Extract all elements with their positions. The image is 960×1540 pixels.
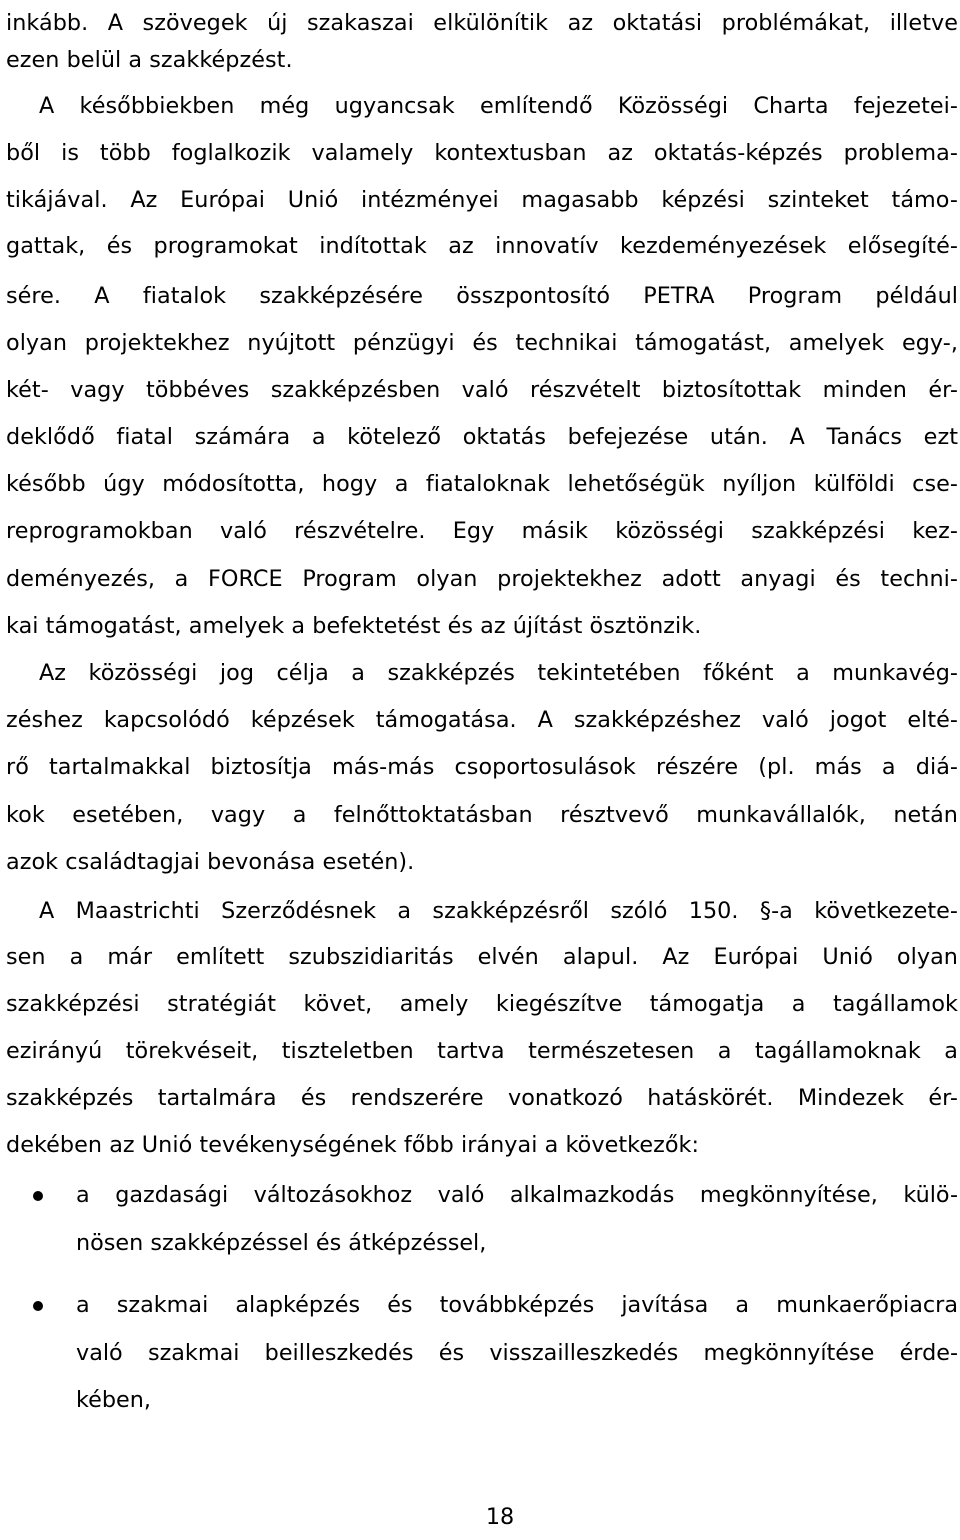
text-line: deklődő fiatal számára a kötelező oktatás befejezése után. A Tanács ezt [6,424,958,450]
text-line: gattak, és programokat indítottak az innovatív kezdeményezések elősegíté- [6,233,958,259]
bullet-line: a gazdasági változásokhoz való alkalmazkodás megkönnyítése, külö- [76,1182,958,1208]
text-line: szakképzési stratégiát követ, amely kiegészítve támogatja a tagállamok [6,991,958,1017]
text-line: zéshez kapcsolódó képzések támogatása. A szakképzéshez való jogot elté- [6,707,958,733]
text-line: olyan projektekhez nyújtott pénzügyi és technikai támogatást, amelyek egy-, [6,330,958,356]
text-line: két- vagy többéves szakképzésben való részvételt biztosítottak minden ér- [6,377,958,403]
text-line: dekében az Unió tevékenységének főbb irányai a következők: [6,1132,700,1158]
text-line: kai támogatást, amelyek a befektetést és az újítást ösztönzik. [6,613,702,639]
bullet-line: nösen szakképzéssel és átképzéssel, [76,1230,487,1256]
text-line: ből is több foglalkozik valamely kontextusban az oktatás-képzés problema- [6,140,958,166]
text-line: sen a már említett szubszidiaritás elvén alapul. Az Európai Unió olyan [6,944,958,970]
page-number: 18 [485,1504,515,1530]
bullet-dot-icon [33,1301,43,1311]
text-line: inkább. A szövegek új szakaszai elkülönítik az oktatási problémákat, illetve [6,10,958,36]
text-line: azok családtagjai bevonása esetén). [6,849,415,875]
bullet-line: a szakmai alapképzés és továbbképzés javítása a munkaerőpiacra [76,1292,958,1318]
text-line: ezen belül a szakképzést. [6,47,293,73]
text-line: sére. A fiatalok szakképzésére összpontosító PETRA Program például [6,283,958,309]
text-line: A későbbiekben még ugyancsak említendő Közösségi Charta fejezetei- [39,93,958,119]
text-line: kok esetében, vagy a felnőttoktatásban résztvevő munkavállalók, netán [6,802,958,828]
text-line: deményezés, a FORCE Program olyan projektekhez adott anyagi és techni- [6,566,958,592]
text-line: ezirányú törekvéseit, tiszteletben tartva természetesen a tagállamoknak a [6,1038,958,1064]
text-line: A Maastrichti Szerződésnek a szakképzésről szóló 150. §-a következete- [39,898,958,924]
text-line: rő tartalmakkal biztosítja más-más csoportosulások részére (pl. más a diá- [6,754,958,780]
text-line: Az közösségi jog célja a szakképzés tekintetében főként a munkavég- [39,660,958,686]
text-line: reprogramokban való részvételre. Egy másik közösségi szakképzési kez- [6,518,958,544]
bullet-dot-icon [33,1191,43,1201]
text-line: később úgy módosította, hogy a fiataloknak lehetőségük nyíljon külföldi cse- [6,471,958,497]
text-line: tikájával. Az Európai Unió intézményei magasabb képzési szinteket támo- [6,187,958,213]
bullet-line: való szakmai beilleszkedés és visszailleszkedés megkönnyítése érde- [76,1340,958,1366]
bullet-line: kében, [76,1387,151,1413]
text-line: szakképzés tartalmára és rendszerére vonatkozó hatáskörét. Mindezek ér- [6,1085,958,1111]
